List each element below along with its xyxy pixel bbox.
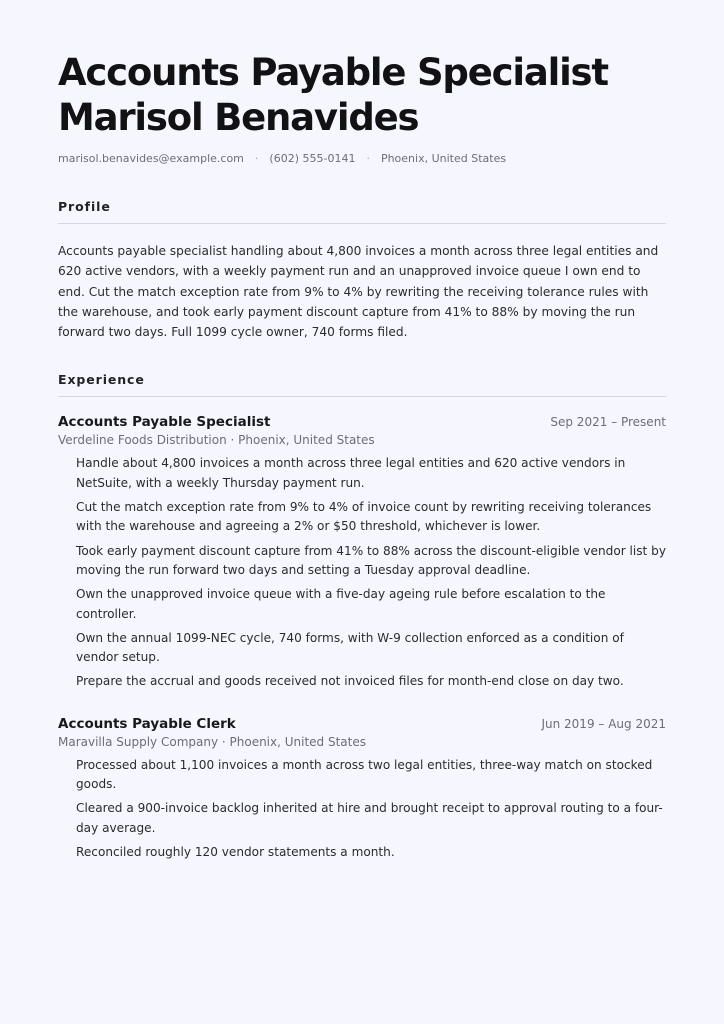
contact-separator: · (254, 152, 259, 165)
job-bullet: Processed about 1,100 invoices a month across two legal entities, three-way match on stocked goods. (76, 757, 653, 792)
job-title: Accounts Payable Specialist (58, 414, 271, 431)
job-title: Accounts Payable Clerk (58, 715, 236, 732)
job-header (58, 716, 666, 732)
job-bullet: Prepare the accrual and goods received not invoiced files for month-end close on day two. (76, 674, 624, 689)
contact-email: marisol.benavides@example.com (58, 152, 244, 165)
profile-summary: Accounts payable specialist handling about 4,800 invoices a month across three legal entities and 620 active vendors, with a weekly payment run and an unapproved invoice queue I own end to end. Cut the match exception rate from 9% to 4% by rewriting the receiving tolerance rules with the warehouse, and took early payment discount capture from 41% to 88% by moving the run forward two days. Full 1099 cycle owner, 740 forms filed. (58, 244, 659, 340)
profile-section (58, 199, 666, 342)
candidate-name: Marisol Benavides (58, 96, 419, 139)
job-bullet: Own the annual 1099-NEC cycle, 740 forms, with W-9 collection enforced as a condition of vendor setup. (76, 630, 624, 665)
contact-location: Phoenix, United States (380, 152, 507, 165)
experience-heading: Experience (58, 372, 666, 397)
job-entry (58, 716, 666, 862)
contact-separator: · (366, 152, 370, 165)
job-company: Maravilla Supply Company · Phoenix, United States (58, 734, 366, 749)
experience-section (58, 372, 666, 862)
contact-line (58, 152, 666, 165)
job-dates: Sep 2021 – Present (550, 415, 666, 430)
job-bullet: Cleared a 900-invoice backlog inherited at hire and brought receipt to approval routing to a four-day average. (76, 801, 663, 835)
job-bullet: Took early payment discount capture from 41% to 88% across the discount-eligible vendor list by moving the run forward two days and setting a Tuesday approval deadline. (76, 543, 666, 577)
job-bullet: Own the unapproved invoice queue with a five-day ageing rule before escalation to the controller. (76, 587, 606, 621)
job-bullet: Handle about 4,800 invoices a month across three legal entities and 620 active vendors in NetSuite, with a weekly Thursday payment run. (76, 456, 626, 490)
resume-header (58, 50, 666, 165)
job-company: Verdeline Foods Distribution · Phoenix, United States (58, 433, 375, 448)
job-bullets (58, 454, 666, 691)
job-bullet: Reconciled roughly 120 vendor statements a month. (76, 844, 395, 859)
job-bullet: Cut the match exception rate from 9% to 4% of invoice count by rewriting receiving tolerances with the warehouse and agreeing a 2% or $50 threshold, whichever is lower. (76, 500, 652, 534)
job-dates: Jun 2019 – Aug 2021 (541, 716, 666, 731)
job-header (58, 414, 666, 430)
contact-phone: (602) 555-0141 (269, 152, 356, 165)
profile-heading: Profile (58, 199, 666, 224)
job-title-heading: Accounts Payable Specialist (58, 51, 608, 94)
job-bullets (58, 756, 666, 862)
job-entry (58, 414, 666, 691)
